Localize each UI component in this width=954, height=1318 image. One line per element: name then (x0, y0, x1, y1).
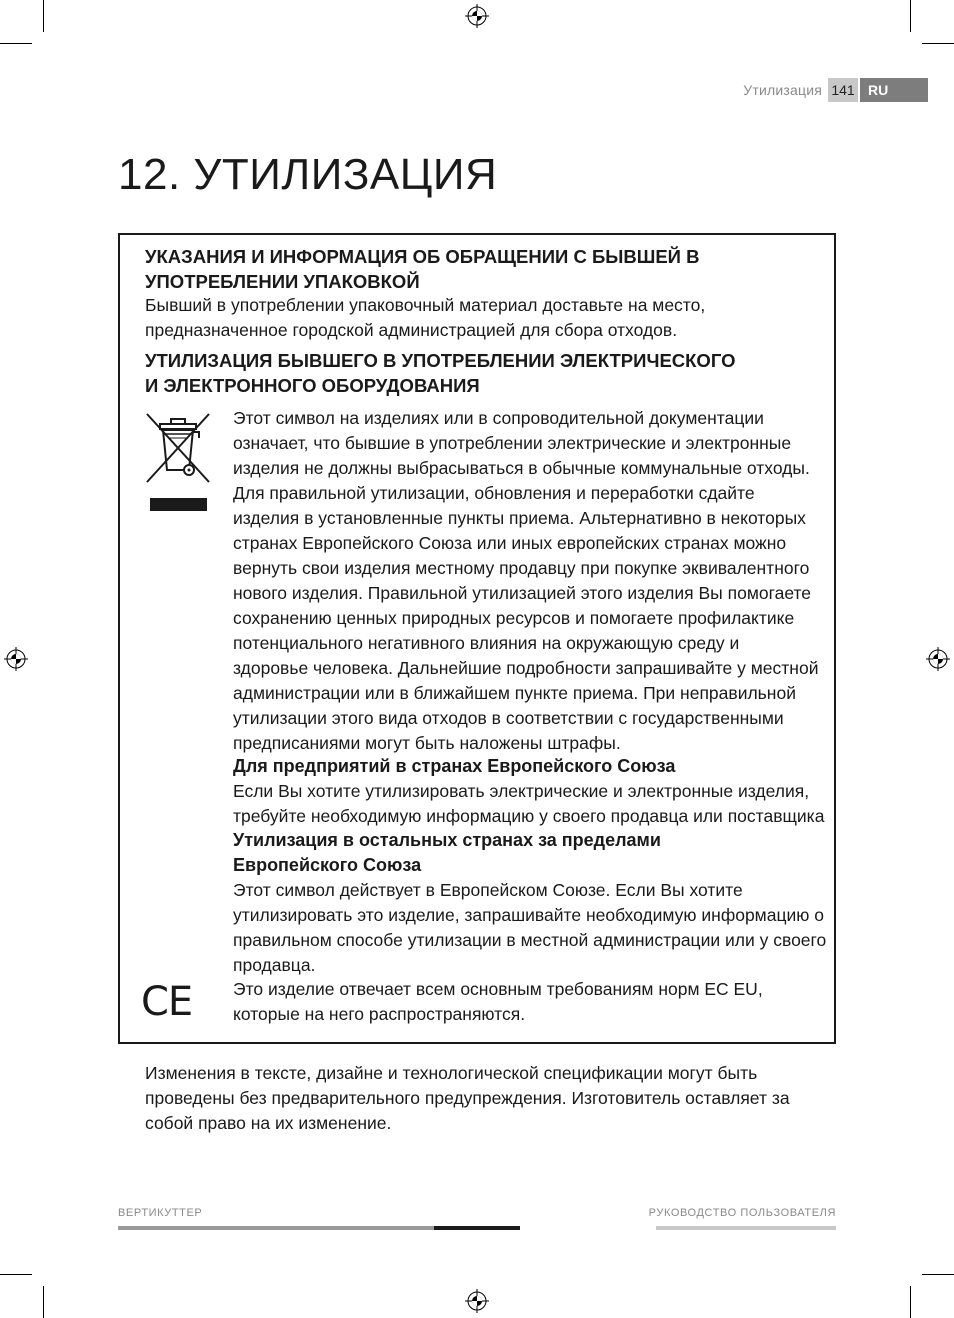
packaging-heading: УКАЗАНИЯ И ИНФОРМАЦИЯ ОБ ОБРАЩЕНИИ С БЫВШЕЙ В УПОТРЕБЛЕНИИ УПАКОВКОЙ (145, 246, 700, 292)
crop-mark (43, 0, 44, 32)
ce-mark-icon: CE (141, 979, 193, 1025)
registration-mark-icon (926, 647, 950, 671)
ce-text: Это изделие отвечает всем основным требованиям норм ЕС EU, которые на него распространяются. (233, 979, 763, 1024)
footer-rule (434, 1226, 520, 1230)
crop-mark (910, 0, 911, 32)
outside-eu-text: Этот символ действует в Европейском Союзе. Если Вы хотите утилизировать это изделие, запрашивайте необходимую информацию о правильном способе утилизации в местной администрации или у своего продавца. (233, 880, 827, 975)
crop-mark (910, 1286, 911, 1318)
footer-rule (520, 1226, 656, 1230)
crop-mark (0, 1274, 32, 1275)
eu-business-text: Если Вы хотите утилизировать электрические и электронные изделия, требуйте необходимую информацию у своего продавца или поставщика (233, 781, 825, 826)
weee-text: Этот символ на изделиях или в сопроводительной документации означает, что бывшие в употреблении электрические и электронные изделия не должны выбрасываться в обычные коммунальные отходы. Для правильной утилизации, обновления и переработки сдайте изделия в установленные пункты приема. Альтернативно в некоторых странах Европейского Союза или иных европейских странах можно вернуть свои изделия местному продавцу при покупке эквивалентного нового изделия. Правильной утилизацией этого изделия Вы помогаете сохранению ценных природных ресурсов и помогаете профилактике потенциального негативного влияния на окружающую среду и здоровье человека. Дальнейшие подробности запрашивайте у местной администрации или в ближайшем пункте приема. При неправильной утилизации этого вида отходов в соответствии с государственными предписаниями могут быть наложены штрафы. (233, 408, 819, 753)
footer-rule (656, 1226, 836, 1230)
registration-mark-icon (4, 647, 28, 671)
page-number: 141 (828, 78, 858, 102)
packaging-text: Бывший в употреблении упаковочный материал доставьте на место, предназначенное городской администрацией для сбора отходов. (145, 295, 706, 340)
crop-mark (922, 43, 954, 44)
weee-heading: УТИЛИЗАЦИЯ БЫВШЕГО В УПОТРЕБЛЕНИИ ЭЛЕКТРИЧЕСКОГО И ЭЛЕКТРОННОГО ОБОРУДОВАНИЯ (145, 350, 736, 396)
crop-mark (0, 43, 32, 44)
language-badge: RU (860, 78, 928, 102)
eu-business-heading: Для предприятий в странах Европейского Союза (233, 756, 676, 776)
footer-product-name: ВЕРТИКУТТЕР (118, 1207, 203, 1219)
header-section-label: Утилизация (743, 82, 822, 98)
registration-mark-icon (465, 1289, 489, 1313)
registration-mark-icon (465, 4, 489, 28)
outside-eu-heading: Утилизация в остальных странах за пределами Европейского Союза (233, 830, 661, 875)
crossed-out-wheelie-bin-icon (143, 410, 213, 514)
footer-rule (118, 1226, 434, 1230)
footer-doc-type: РУКОВОДСТВО ПОЛЬЗОВАТЕЛЯ (648, 1207, 836, 1219)
crop-mark (43, 1286, 44, 1318)
crop-mark (922, 1274, 954, 1275)
page-title: 12. УТИЛИЗАЦИЯ (118, 150, 498, 199)
disclaimer-text: Изменения в тексте, дизайне и технологической спецификации могут быть проведены без предварительного предупреждения. Изготовитель оставляет за собой право на их изменение. (145, 1063, 790, 1133)
